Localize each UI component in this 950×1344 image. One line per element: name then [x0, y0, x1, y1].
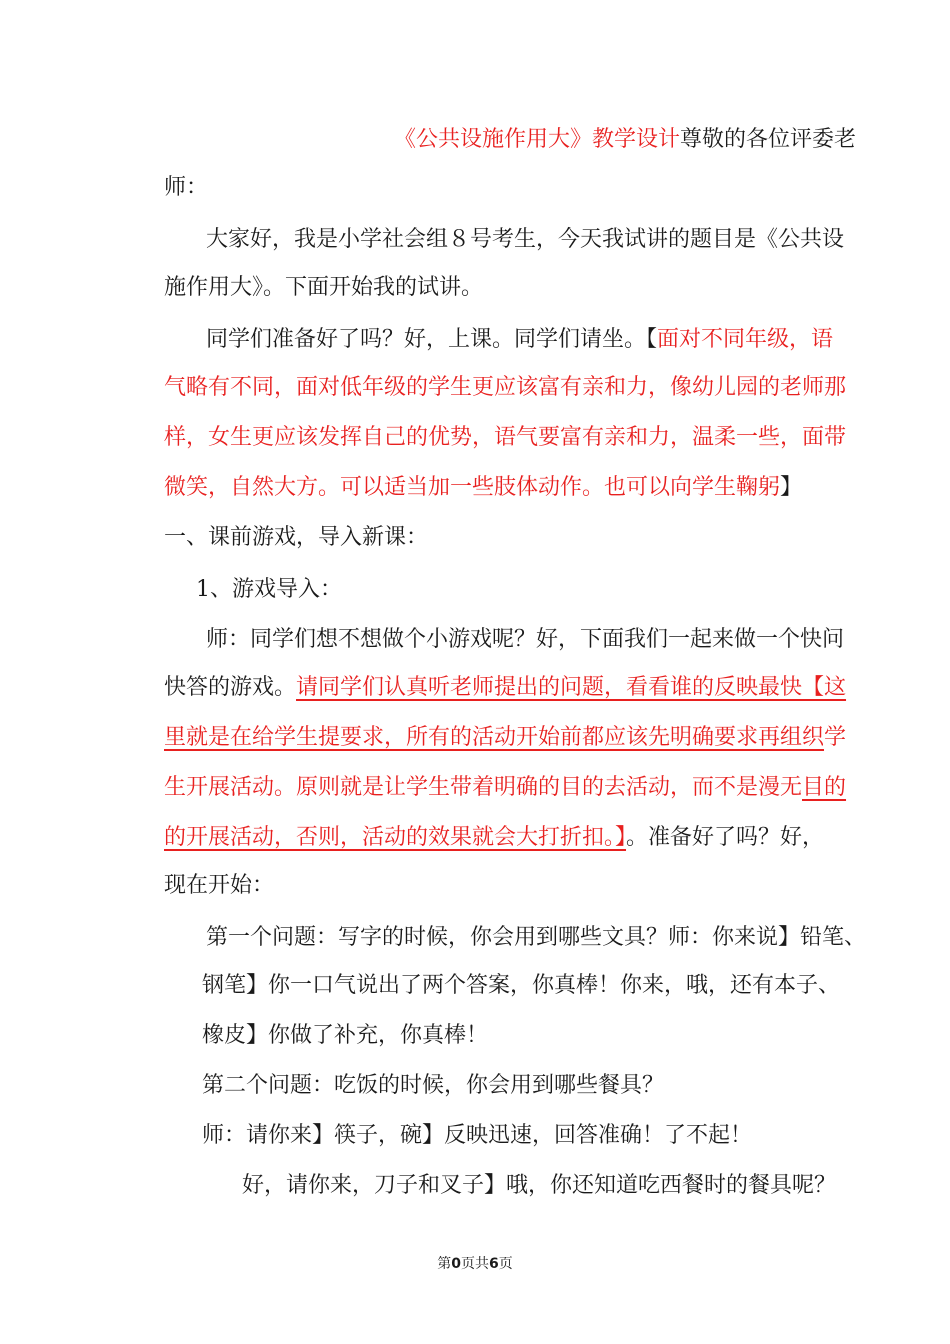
para-line: 第二个问题：吃饭的时候，你会用到哪些餐具？: [202, 1073, 665, 1098]
document-title: [0, 120, 856, 160]
annotation-line: [164, 718, 864, 758]
section-heading: 一、课前游戏，导入新课：: [164, 525, 429, 550]
footer-text: 页共: [461, 1256, 489, 1272]
para-line: [164, 468, 864, 508]
annotation-text: 请同学们认真听老师提出的问题，看看谁的反映最快【这: [296, 675, 847, 700]
annotation-text: 面对不同年级，语: [657, 327, 834, 352]
para-line: 施作用大》。下面开始我的试讲。: [164, 275, 484, 300]
subsection-heading: 1、游戏导入：: [196, 577, 342, 602]
para-line: [164, 818, 864, 858]
total-page-number: 6: [489, 1256, 499, 1272]
footer-text: 页: [498, 1256, 513, 1272]
title-red: 《公共设施作用大》教学设计: [393, 127, 680, 152]
title-black: 尊敬的各位评委老: [679, 127, 856, 152]
annotation-text: 里就是在给学生提要求，所有的活动开始前都应该先明确要求再组织: [164, 725, 825, 750]
para-line: 钢笔】你一口气说出了两个答案，你真棒！你来，哦，还有本子、: [202, 973, 841, 998]
para-line: 师：请你来】筷子，碗】反映迅速，回答准确！了不起！: [202, 1123, 753, 1148]
para-line: 第一个问题：写字的时候，你会用到哪些文具？师：你来说】铅笔、: [206, 925, 866, 950]
annotation-line: 气略有不同，面对低年级的学生更应该富有亲和力，像幼儿园的老师那: [164, 375, 847, 400]
page-footer: [0, 1254, 950, 1274]
current-page-number: 0: [451, 1256, 461, 1272]
para-line: [206, 320, 866, 360]
para-line: 师：同学们想不想做个小游戏呢？好，下面我们一起来做一个快问: [206, 627, 845, 652]
para-line: 橡皮】你做了补充，你真棒！: [202, 1023, 489, 1048]
footer-text: 第: [437, 1256, 452, 1272]
annotation-text: 学: [824, 725, 847, 750]
annotation-text: 的开展活动，否则，活动的效果就会大打折扣。】: [164, 825, 627, 850]
para-line: 好，请你来，刀子和叉子】哦，你还知道吃西餐时的餐具呢？: [242, 1173, 837, 1198]
text-run: 快答的游戏。: [164, 675, 297, 700]
annotation-line: [164, 768, 864, 808]
annotation-text: 生开展活动。原则就是让学生带着明确的目的去活动，而不是漫无: [164, 775, 803, 800]
annotation-line: 样，女生更应该发挥自己的优势，语气要富有亲和力，温柔一些，面带: [164, 425, 847, 450]
annotation-text: 目的: [802, 775, 847, 800]
text-run: 同学们准备好了吗？好，上课。同学们请坐。【: [206, 327, 658, 352]
para-line: 大家好，我是小学社会组８号考生，今天我试讲的题目是《公共设: [206, 227, 845, 252]
para-line: [164, 668, 864, 708]
text-run: 。准备好了吗？好，: [626, 825, 825, 850]
para-line: 现在开始：: [164, 873, 275, 898]
text-run: 】: [780, 475, 803, 500]
annotation-text: 微笑，自然大方。可以适当加一些肢体动作。也可以向学生鞠躬: [164, 475, 781, 500]
para-line: 师：: [164, 175, 209, 200]
